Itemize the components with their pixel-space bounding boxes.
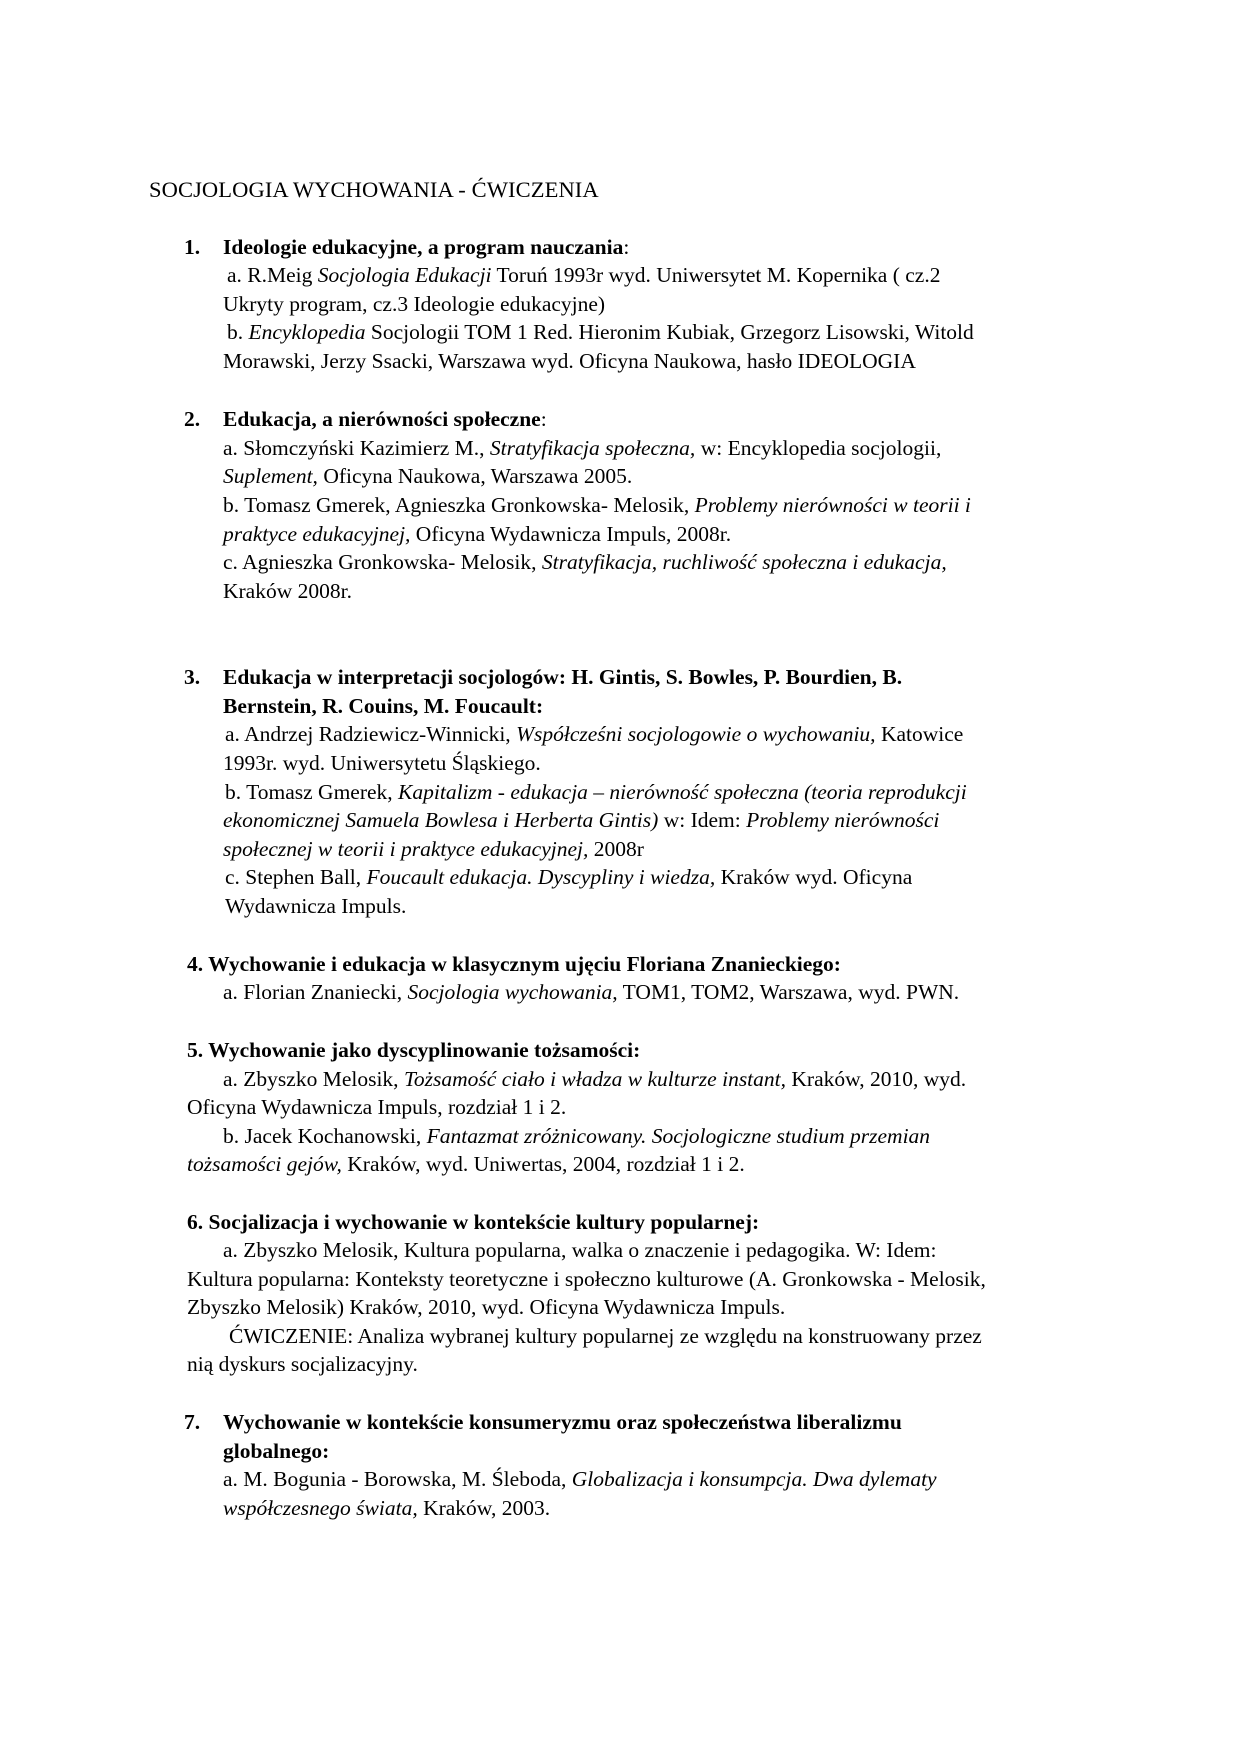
document-title: SOCJOLOGIA WYCHOWANIA - ĆWICZENIA <box>149 177 599 202</box>
text: Katowice <box>875 722 964 746</box>
text: Oficyna Wydawnicza Impuls, 2008r. <box>410 522 732 546</box>
text: b. Jacek Kochanowski, <box>223 1124 427 1148</box>
book-title: praktyce edukacyjnej, <box>223 522 411 546</box>
book-title: Stratyfikacja społeczna, <box>489 436 696 460</box>
section-1-colon: : <box>623 235 630 259</box>
section-6-line-2: Kultura popularna: Konteksty teoretyczne i społeczno kulturowe (A. Gronkowska - Melosik, <box>187 1267 986 1291</box>
book-title: Globalizacja i konsumpcja. Dwa dylematy <box>571 1467 937 1491</box>
section-1-number: 1. <box>184 235 201 259</box>
section-5-item-a-line-1 <box>223 1065 966 1093</box>
section-1-item-a-line-1 <box>227 261 940 289</box>
section-3-item-b-line-3 <box>223 835 644 863</box>
section-2-item-a-line-1 <box>223 434 941 462</box>
section-4-item-a <box>223 978 959 1006</box>
book-title: Socjologia wychowania, <box>407 980 618 1004</box>
section-3-heading-line-1 <box>184 663 902 691</box>
book-title: Fantazmat zróżnicowany. Socjologiczne studium przemian <box>426 1124 931 1148</box>
section-3-item-c-line-2: Wydawnicza Impuls. <box>225 894 407 918</box>
text: a. R.Meig <box>227 263 318 287</box>
book-title: Problemy nierówności <box>746 808 940 832</box>
text: b. Tomasz Gmerek, <box>225 780 399 804</box>
book-title: Socjologia Edukacji <box>317 263 492 287</box>
section-1-title: Ideologie edukacyjne, a program nauczania <box>223 235 624 259</box>
section-7-title: Wychowanie w kontekście konsumeryzmu oraz społeczeństwa liberalizmu <box>223 1410 902 1434</box>
text: b. Tomasz Gmerek, Agnieszka Gronkowska- Melosik, <box>223 493 695 517</box>
text: w: Encyklopedia socjologii, <box>695 436 942 460</box>
section-5-item-b-line-2 <box>187 1150 745 1178</box>
text: c. Agnieszka Gronkowska- Melosik, <box>223 550 542 574</box>
section-3-item-a-line-1 <box>225 720 963 748</box>
text: Toruń 1993r wyd. Uniwersytet M. Kopernika ( cz.2 <box>491 263 941 287</box>
section-3-item-a-line-2: 1993r. wyd. Uniwersytetu Śląskiego. <box>223 751 541 775</box>
section-2-item-b-line-2 <box>223 520 731 548</box>
section-3-title: Edukacja w interpretacji socjologów <box>223 665 559 689</box>
section-1-item-b-line-1 <box>227 318 974 346</box>
section-7-number: 7. <box>184 1410 201 1434</box>
section-2-item-c-line-2: Kraków 2008r. <box>223 579 352 603</box>
section-2-colon: : <box>540 407 547 431</box>
section-1-heading <box>184 233 629 261</box>
section-7-item-a-line-1 <box>223 1465 937 1493</box>
text: c. Stephen Ball, <box>225 865 367 889</box>
book-title: ekonomicznej Samuela Bowlesa i Herberta Gintis) <box>223 808 659 832</box>
section-3-heading-line-2: Bernstein, R. Couins, M. Foucault: <box>223 694 544 718</box>
section-6-exercise-line-2: nią dyskurs socjalizacyjny. <box>187 1352 418 1376</box>
book-title: Foucault edukacja. Dyscypliny i wiedza, <box>366 865 716 889</box>
section-2-title: Edukacja, a nierówności społeczne <box>223 407 541 431</box>
text: b. <box>227 320 249 344</box>
text: Kraków, 2003. <box>417 1496 551 1520</box>
section-7-heading-line-2: globalnego: <box>223 1439 330 1463</box>
text: Oficyna Naukowa, Warszawa 2005. <box>317 464 633 488</box>
section-4-heading: 4. Wychowanie i edukacja w klasycznym ujęciu Floriana Znanieckiego: <box>187 952 841 976</box>
text: a. Słomczyński Kazimierz M., <box>223 436 490 460</box>
section-7-item-a-line-2 <box>223 1494 550 1522</box>
book-title: Problemy nierówności w teorii i <box>694 493 971 517</box>
book-title: Encyklopedia <box>248 320 366 344</box>
section-5-item-b-line-1 <box>223 1122 930 1150</box>
section-2-item-a-line-2 <box>223 462 632 490</box>
book-title: społecznej w teorii i praktyce edukacyjnej, <box>223 837 589 861</box>
section-3-number: 3. <box>184 665 201 689</box>
book-title: Tożsamość ciało i władza w kulturze instant, <box>403 1067 787 1091</box>
text: a. Zbyszko Melosik, <box>223 1067 404 1091</box>
section-2-item-b-line-1 <box>223 491 971 519</box>
section-7-heading-line-1 <box>184 1408 902 1436</box>
section-3-item-b-line-1 <box>225 778 967 806</box>
text: Socjologii TOM 1 Red. Hieronim Kubiak, Grzegorz Lisowski, Witold <box>365 320 974 344</box>
book-title: współczesnego świata, <box>223 1496 418 1520</box>
text: Kraków, 2010, wyd. <box>786 1067 967 1091</box>
book-title: tożsamości gejów, <box>187 1152 342 1176</box>
section-3-item-b-line-2 <box>223 806 939 834</box>
text: TOM1, TOM2, Warszawa, wyd. PWN. <box>617 980 960 1004</box>
section-1-item-a-line-2: Ukryty program, cz.3 Ideologie edukacyjne) <box>223 292 606 316</box>
section-6-line-1: a. Zbyszko Melosik, Kultura popularna, walka o znaczenie i pedagogika. W: Idem: <box>223 1238 937 1262</box>
section-3-item-c-line-1 <box>225 863 912 891</box>
section-6-exercise-line-1: ĆWICZENIE: Analiza wybranej kultury popularnej ze względu na konstruowany przez <box>229 1324 982 1348</box>
book-title: Współcześni socjologowie o wychowaniu, <box>516 722 876 746</box>
book-title: Stratyfikacja, ruchliwość społeczna i edukacja, <box>541 550 947 574</box>
text: w: Idem: <box>658 808 747 832</box>
text: a. M. Bogunia - Borowska, M. Śleboda, <box>223 1467 572 1491</box>
section-1-item-b-line-2: Morawski, Jerzy Ssacki, Warszawa wyd. Oficyna Naukowa, hasło IDEOLOGIA <box>223 349 916 373</box>
text: a. Florian Znaniecki, <box>223 980 408 1004</box>
text: Kraków wyd. Oficyna <box>715 865 913 889</box>
section-6-heading: 6. Socjalizacja i wychowanie w kontekście kultury popularnej: <box>187 1210 760 1234</box>
text: Kraków, wyd. Uniwertas, 2004, rozdział 1 i 2. <box>341 1152 745 1176</box>
section-3-authors: : H. Gintis, S. Bowles, P. Bourdien, B. <box>558 665 903 689</box>
text: a. Andrzej Radziewicz-Winnicki, <box>225 722 517 746</box>
section-5-heading: 5. Wychowanie jako dyscyplinowanie tożsamości: <box>187 1038 641 1062</box>
book-title: Suplement, <box>223 464 318 488</box>
book-title: Kapitalizm - edukacja – nierówność społeczna (teoria reprodukcji <box>398 780 967 804</box>
section-6-line-3: Zbyszko Melosik) Kraków, 2010, wyd. Oficyna Wydawnicza Impuls. <box>187 1295 786 1319</box>
text: 2008r <box>588 837 644 861</box>
section-2-item-c-line-1 <box>223 548 947 576</box>
section-2-heading <box>184 405 547 433</box>
section-5-item-a-line-2: Oficyna Wydawnicza Impuls, rozdział 1 i 2. <box>187 1095 567 1119</box>
section-2-number: 2. <box>184 407 201 431</box>
